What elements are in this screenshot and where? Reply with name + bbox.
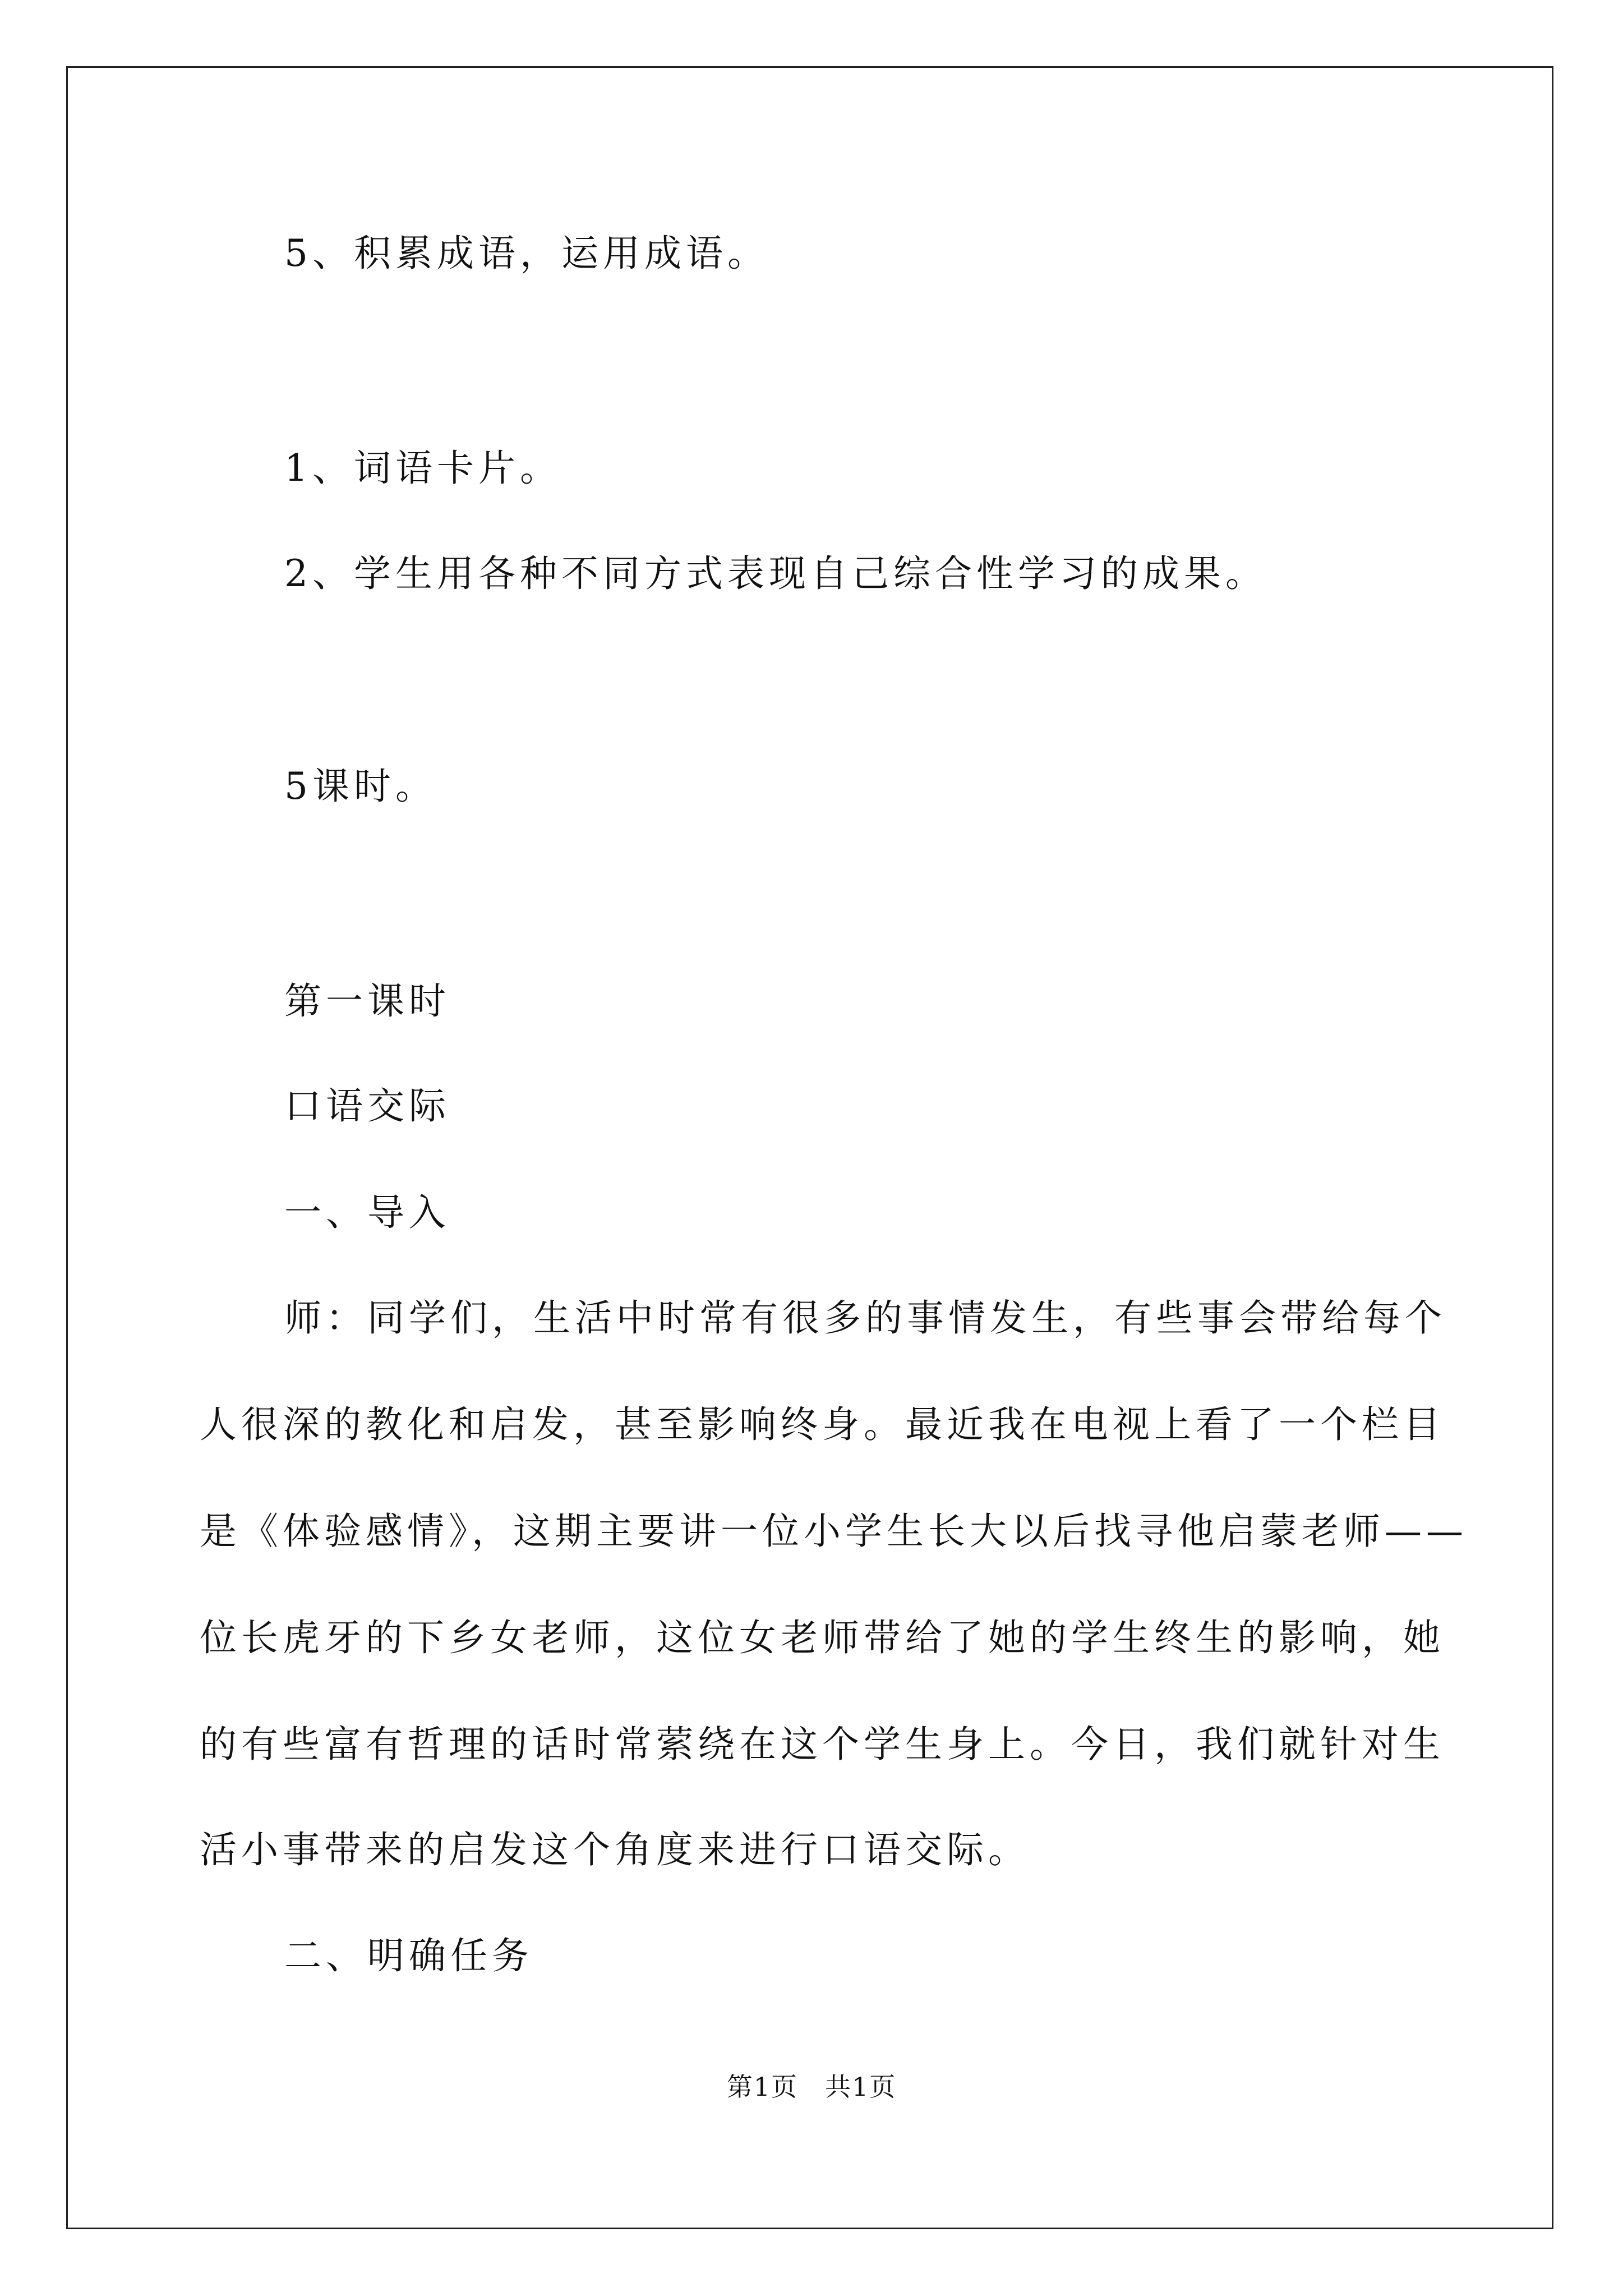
text-line-2: 1、词语卡片。 [284, 447, 561, 490]
paragraph-line-3: 是《体验感情》，这期主要讲一位小学生长大以后找寻他启蒙老师—— [200, 1510, 1468, 1553]
section-heading-intro: 一、导入 [284, 1191, 450, 1234]
section-heading-oral: 口语交际 [284, 1084, 450, 1128]
paragraph-line-1: 师：同学们，生活中时常有很多的事情发生，有些事会带给每个 [284, 1296, 1446, 1340]
text-line-3: 2、学生用各种不同方式表现自己综合性学习的成果。 [284, 552, 1267, 595]
paragraph-line-5: 的有些富有哲理的话时常萦绕在这个学生身上。今日，我们就针对生 [200, 1723, 1445, 1766]
paragraph-line-2: 人很深的教化和启发，甚至影响终身。最近我在电视上看了一个栏目 [200, 1403, 1445, 1446]
paragraph-line-6: 活小事带来的启发这个角度来进行口语交际。 [200, 1828, 1030, 1871]
section-heading-lesson: 第一课时 [284, 979, 450, 1023]
paragraph-line-4: 位长虎牙的下乡女老师，这位女老师带给了她的学生终生的影响，她 [200, 1616, 1445, 1659]
text-line-4: 5课时。 [284, 765, 437, 808]
page-footer: 第1页 共1页 [726, 2072, 897, 2102]
text-line-1: 5、积累成语，运用成语。 [284, 232, 769, 275]
section-heading-task: 二、明确任务 [284, 1934, 533, 1977]
page-border [66, 66, 1553, 2229]
